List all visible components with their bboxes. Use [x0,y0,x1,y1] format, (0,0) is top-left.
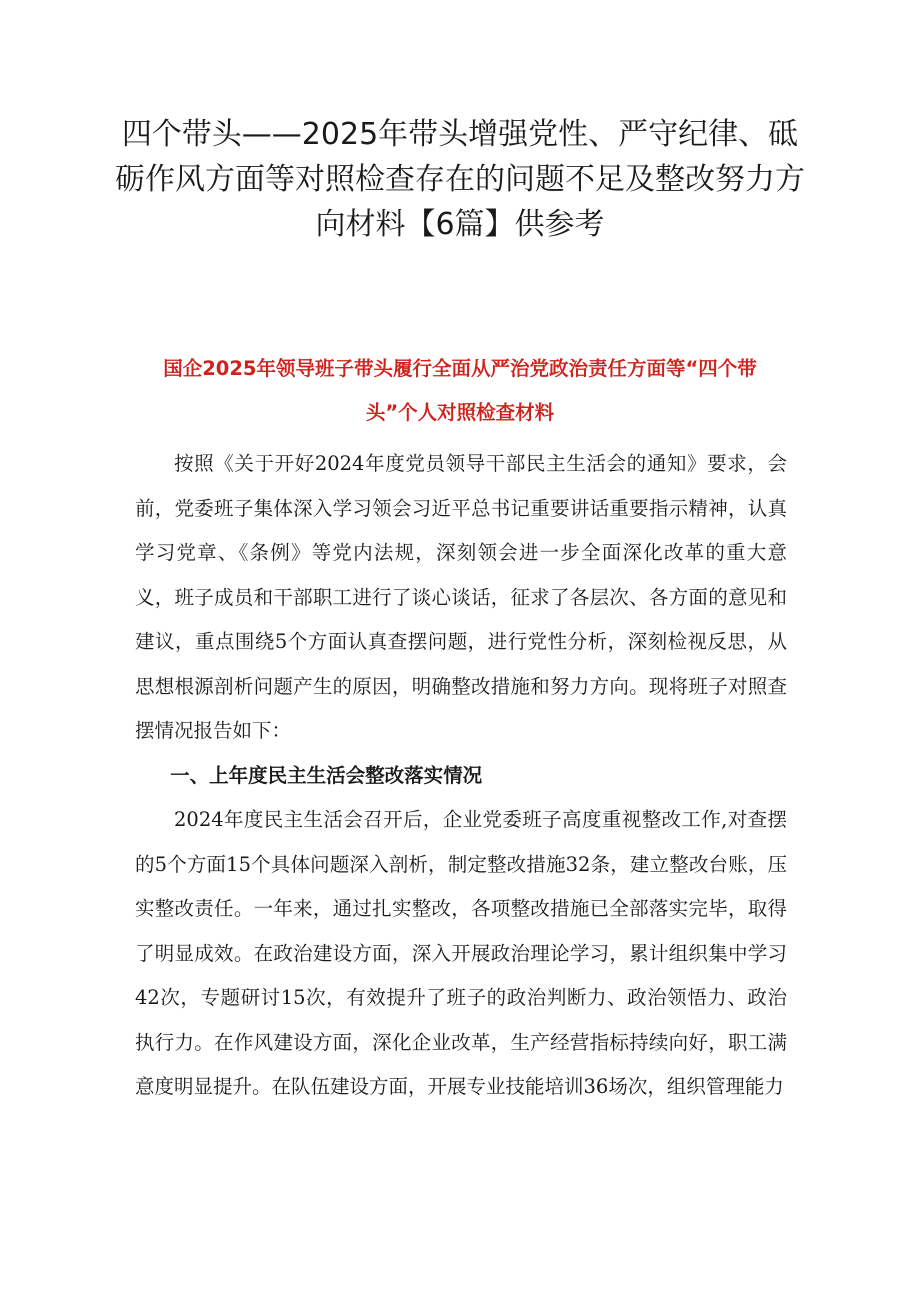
heading-1: 一、上年度民主生活会整改落实情况 [170,763,483,787]
intro-paragraph: 按照《关于开好2024年度党员领导干部民主生活会的通知》要求，会前，党委班子集体深入学习领会习近平总书记重要讲话重要指示精神，认真学习党章、《条例》等党内法规，深刻领会进一步全面深化改革的重大意义，班子成员和干部职工进行了谈心谈话，征求了各层次、各方面的意见和建议，重点围绕5个方面认真查摆问题，进行党性分析，深刻检视反思，从思想根源剖析问题产生的原因，明确整改措施和努力方向。现将班子对照查摆情况报告如下： [135,452,787,742]
section-title: 国企2025年领导班子带头履行全面从严治党政治责任方面等“四个带头”个人对照检查材料 [163,357,757,424]
document-title: 四个带头——2025年带头增强党性、严守纪律、砥砺作风方面等对照检查存在的问题不足及整改努力方向材料【6篇】供参考 [115,117,805,242]
paragraph-2: 2024年度民主生活会召开后，企业党委班子高度重视整改工作,对查摆的5个方面15个具体问题深入剖析，制定整改措施32条，建立整改台账，压实整改责任。一年来，通过扎实整改，各项整改措施已全部落实完毕，取得了明显成效。在政治建设方面，深入开展政治理论学习，累计组织集中学习42次，专题研讨15次，有效提升了班子的政治判断力、政治领悟力、政治执行力。在作风建设方面，深化企业改革，生产经营指标持续向好，职工满意度明显提升。在队伍建设方面，开展专业技能培训36场次，组织管理能力 [135,808,787,1098]
document-body [135,442,787,1110]
